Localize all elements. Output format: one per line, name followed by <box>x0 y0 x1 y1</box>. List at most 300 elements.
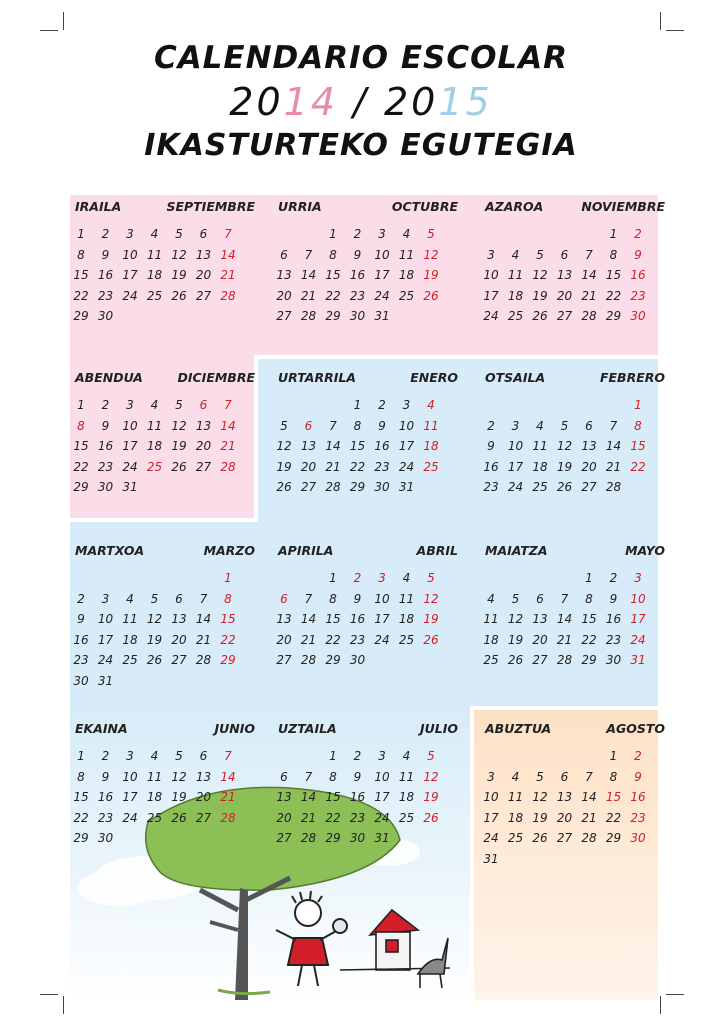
day-cell: 27 <box>171 653 187 667</box>
day-cell: 24 <box>483 831 499 845</box>
month-block <box>75 543 255 703</box>
day-cell: 13 <box>276 612 292 626</box>
day-cell: 15 <box>325 790 341 804</box>
day-cell: 28 <box>220 288 236 303</box>
day-cell: 10 <box>483 790 499 804</box>
day-cell: 28 <box>581 309 597 323</box>
day-cell: 14 <box>581 790 597 804</box>
day-cell: 8 <box>77 418 85 433</box>
month-header <box>75 199 255 215</box>
day-cell: 11 <box>398 769 415 784</box>
day-cell: 8 <box>609 247 618 262</box>
day-cell: 14 <box>300 268 317 282</box>
day-cell: 11 <box>146 418 163 433</box>
day-cell: 29 <box>581 653 597 667</box>
day-cell: 15 <box>581 612 597 626</box>
day-cell: 13 <box>195 418 212 433</box>
day-cell: 18 <box>423 439 439 453</box>
day-cell: 4 <box>427 398 435 412</box>
day-cell: 23 <box>97 288 114 303</box>
day-cell: 16 <box>349 268 366 282</box>
day-cell: 14 <box>220 418 236 433</box>
month-block <box>485 721 665 881</box>
day-cell: 18 <box>507 288 524 303</box>
day-cell: 9 <box>487 439 495 453</box>
month-name-basque: IRAILA <box>75 199 122 214</box>
day-cell: 22 <box>349 459 366 474</box>
month-header <box>75 543 255 559</box>
day-cell: 4 <box>126 591 134 606</box>
day-cell: 19 <box>556 459 573 474</box>
month-name-basque: AZAROA <box>485 199 544 214</box>
day-cell: 10 <box>630 591 646 606</box>
day-cell: 1 <box>609 227 618 241</box>
day-cell: 30 <box>97 309 114 323</box>
day-cell: 30 <box>630 831 646 845</box>
day-cell: 30 <box>97 480 114 494</box>
day-cell: 24 <box>122 810 138 825</box>
day-cell: 9 <box>634 769 642 784</box>
day-cell: 16 <box>630 268 646 282</box>
day-cell: 31 <box>374 831 390 845</box>
day-cell: 1 <box>77 749 85 763</box>
day-cell: 15 <box>630 439 646 453</box>
day-cell: 29 <box>605 309 622 323</box>
day-cell: 2 <box>609 571 618 585</box>
day-cell: 20 <box>171 632 187 647</box>
day-cell: 15 <box>349 439 366 453</box>
year-accent-2: 15 <box>438 80 493 124</box>
day-cell: 31 <box>122 480 138 494</box>
day-cell: 5 <box>175 749 183 763</box>
day-cell: 18 <box>398 612 415 626</box>
year-prefix: 20 <box>229 80 284 124</box>
day-cell: 21 <box>220 439 236 453</box>
day-cell: 27 <box>276 653 292 667</box>
day-cell: 1 <box>77 227 85 241</box>
title-years <box>0 80 722 124</box>
day-cell: 20 <box>276 288 292 303</box>
year-separator: / 20 <box>338 80 439 124</box>
day-cell: 7 <box>609 418 618 433</box>
day-cell: 26 <box>146 653 163 667</box>
crop-mark <box>660 996 661 1014</box>
day-cell: 22 <box>581 632 597 647</box>
day-cell: 27 <box>195 810 212 825</box>
day-cell: 26 <box>532 831 548 845</box>
month-name-basque: OTSAILA <box>485 370 546 385</box>
day-cell: 22 <box>73 810 89 825</box>
day-cell: 20 <box>195 439 212 453</box>
day-cell: 7 <box>224 227 232 241</box>
month-name-spanish: ABRIL <box>416 543 458 558</box>
month-header <box>278 543 458 559</box>
day-cell: 19 <box>532 288 548 303</box>
day-cell: 14 <box>220 769 236 784</box>
child-figure-icon <box>276 891 347 986</box>
month-header <box>278 721 458 737</box>
crop-mark <box>666 30 684 31</box>
day-cell: 27 <box>581 480 597 494</box>
day-cell: 29 <box>325 653 341 667</box>
year-accent-1: 14 <box>283 80 339 124</box>
day-cell: 23 <box>349 810 366 825</box>
month-name-spanish: NOVIEMBRE <box>581 199 665 214</box>
day-cell: 1 <box>77 398 85 412</box>
day-cell: 25 <box>507 309 524 323</box>
day-cell: 26 <box>507 653 524 667</box>
day-cell: 16 <box>630 790 646 804</box>
day-cell: 14 <box>325 439 341 453</box>
month-header <box>485 543 665 559</box>
day-cell: 5 <box>280 418 288 433</box>
month-header <box>485 370 665 386</box>
day-cell: 18 <box>146 439 163 453</box>
day-cell: 5 <box>511 591 520 606</box>
day-cell: 22 <box>605 810 622 825</box>
day-cell: 7 <box>304 769 313 784</box>
day-cell: 3 <box>378 571 386 585</box>
day-cell: 16 <box>349 612 366 626</box>
day-cell: 11 <box>146 247 163 262</box>
day-cell: 21 <box>581 288 597 303</box>
day-cell: 9 <box>353 591 362 606</box>
day-cell: 16 <box>605 612 622 626</box>
month-name-basque: MAIATZA <box>485 543 548 558</box>
day-cell: 2 <box>487 418 495 433</box>
day-cell: 12 <box>423 769 439 784</box>
day-cell: 26 <box>171 288 187 303</box>
day-cell: 21 <box>605 459 622 474</box>
day-cell: 5 <box>536 247 544 262</box>
day-cell: 3 <box>126 398 134 412</box>
day-cell: 24 <box>122 459 138 474</box>
day-cell: 10 <box>483 268 499 282</box>
month-block <box>278 199 458 359</box>
day-cell: 9 <box>609 591 618 606</box>
day-cell: 6 <box>560 769 569 784</box>
day-cell: 9 <box>101 769 110 784</box>
day-cell: 21 <box>220 268 236 282</box>
month-header <box>278 199 458 215</box>
month-name-spanish: ENERO <box>410 370 458 385</box>
day-cell: 25 <box>398 632 415 647</box>
day-cell: 22 <box>73 459 89 474</box>
day-cell: 27 <box>276 309 292 323</box>
day-cell: 17 <box>507 459 524 474</box>
month-name-spanish: AGOSTO <box>606 721 665 736</box>
day-cell: 4 <box>402 571 411 585</box>
day-cell: 1 <box>329 571 337 585</box>
day-cell: 3 <box>511 418 520 433</box>
crop-mark <box>63 12 64 30</box>
month-name-basque: EKAINA <box>75 721 128 736</box>
day-cell: 12 <box>532 268 548 282</box>
day-cell: 3 <box>402 398 411 412</box>
day-cell: 9 <box>353 247 362 262</box>
title-egutegia: IKASTURTEKO EGUTEGIA <box>144 128 578 163</box>
day-cell: 14 <box>220 247 236 262</box>
day-cell: 25 <box>423 459 439 474</box>
day-cell: 10 <box>97 612 114 626</box>
day-cell: 13 <box>556 790 573 804</box>
day-cell: 21 <box>220 790 236 804</box>
day-cell: 11 <box>483 612 499 626</box>
day-cell: 12 <box>276 439 292 453</box>
day-cell: 4 <box>402 227 411 241</box>
day-cell: 11 <box>532 439 548 453</box>
day-cell: 20 <box>300 459 317 474</box>
day-cell: 22 <box>630 459 646 474</box>
day-cell: 23 <box>374 459 390 474</box>
month-name-basque: MARTXOA <box>75 543 145 558</box>
day-cell: 28 <box>300 309 317 323</box>
month-header <box>485 721 665 737</box>
day-cell: 17 <box>122 790 138 804</box>
day-cell: 16 <box>374 439 390 453</box>
day-cell: 24 <box>374 288 390 303</box>
crop-mark <box>660 12 661 30</box>
day-cell: 8 <box>77 769 85 784</box>
month-name-spanish: MARZO <box>203 543 255 558</box>
month-name-basque: URRIA <box>278 199 322 214</box>
dog-icon <box>418 938 448 988</box>
day-cell: 5 <box>536 769 544 784</box>
day-cell: 3 <box>487 769 495 784</box>
day-cell: 19 <box>276 459 292 474</box>
day-cell: 1 <box>609 749 618 763</box>
day-cell: 13 <box>171 612 187 626</box>
day-cell: 8 <box>329 247 337 262</box>
day-cell: 13 <box>276 268 292 282</box>
day-cell: 7 <box>585 247 593 262</box>
day-cell: 22 <box>605 288 622 303</box>
day-cell: 20 <box>276 632 292 647</box>
day-cell: 11 <box>423 418 439 433</box>
month-header <box>485 199 665 215</box>
day-cell: 27 <box>195 288 212 303</box>
day-cell: 12 <box>171 247 187 262</box>
crop-mark <box>63 996 64 1014</box>
month-block <box>278 721 458 881</box>
day-cell: 2 <box>353 749 362 763</box>
day-cell: 30 <box>374 480 390 494</box>
day-cell: 3 <box>101 591 110 606</box>
day-cell: 10 <box>122 769 138 784</box>
day-cell: 3 <box>634 571 642 585</box>
day-cell: 31 <box>398 480 415 494</box>
day-cell: 10 <box>374 769 390 784</box>
day-cell: 9 <box>378 418 386 433</box>
day-cell: 24 <box>507 480 524 494</box>
day-cell: 18 <box>398 268 415 282</box>
day-cell: 20 <box>581 459 597 474</box>
month-block <box>278 543 458 703</box>
day-cell: 24 <box>398 459 415 474</box>
day-cell: 19 <box>423 612 439 626</box>
day-cell: 4 <box>487 591 495 606</box>
day-cell: 23 <box>630 288 646 303</box>
crop-mark <box>40 30 58 31</box>
day-cell: 7 <box>304 247 313 262</box>
day-cell: 20 <box>276 810 292 825</box>
day-cell: 5 <box>175 227 183 241</box>
day-cell: 26 <box>423 288 439 303</box>
day-cell: 2 <box>353 227 362 241</box>
day-cell: 26 <box>556 480 573 494</box>
day-cell: 12 <box>532 790 548 804</box>
day-cell: 17 <box>374 612 390 626</box>
day-cell: 7 <box>199 591 208 606</box>
day-cell: 28 <box>605 480 622 494</box>
day-cell: 25 <box>146 459 163 474</box>
day-cell: 1 <box>353 398 362 412</box>
day-cell: 21 <box>325 459 341 474</box>
day-cell: 10 <box>507 439 524 453</box>
day-cell: 16 <box>349 790 366 804</box>
month-header <box>278 370 458 386</box>
day-cell: 29 <box>605 831 622 845</box>
day-cell: 17 <box>398 439 415 453</box>
day-cell: 10 <box>122 247 138 262</box>
day-cell: 15 <box>73 790 89 804</box>
day-cell: 27 <box>556 309 573 323</box>
day-cell: 1 <box>329 749 337 763</box>
day-cell: 15 <box>605 268 622 282</box>
day-cell: 2 <box>634 227 642 241</box>
day-cell: 12 <box>171 769 187 784</box>
day-cell: 7 <box>585 769 593 784</box>
day-cell: 16 <box>73 632 89 647</box>
day-cell: 28 <box>325 480 341 494</box>
month-name-spanish: DICIEMBRE <box>177 370 255 385</box>
day-cell: 4 <box>511 247 520 262</box>
day-cell: 17 <box>122 439 138 453</box>
day-cell: 25 <box>532 480 548 494</box>
day-cell: 29 <box>73 480 89 494</box>
day-cell: 21 <box>300 632 317 647</box>
day-cell: 16 <box>483 459 499 474</box>
day-cell: 12 <box>171 418 187 433</box>
day-cell: 4 <box>511 769 520 784</box>
month-name-basque: UZTAILA <box>278 721 337 736</box>
day-cell: 1 <box>224 571 232 585</box>
day-cell: 31 <box>374 309 390 323</box>
day-cell: 10 <box>122 418 138 433</box>
day-cell: 24 <box>122 288 138 303</box>
day-cell: 15 <box>73 268 89 282</box>
day-cell: 5 <box>427 749 435 763</box>
month-block <box>278 370 458 530</box>
day-cell: 13 <box>532 612 548 626</box>
day-cell: 29 <box>349 480 366 494</box>
day-cell: 28 <box>220 810 236 825</box>
day-cell: 19 <box>171 790 187 804</box>
day-cell: 26 <box>276 480 292 494</box>
day-cell: 29 <box>73 309 89 323</box>
day-cell: 8 <box>609 769 618 784</box>
day-cell: 27 <box>300 480 317 494</box>
day-cell: 27 <box>532 653 548 667</box>
day-cell: 14 <box>300 612 317 626</box>
day-cell: 23 <box>73 653 89 667</box>
day-cell: 19 <box>507 632 524 647</box>
month-block <box>485 543 665 703</box>
day-cell: 20 <box>556 810 573 825</box>
day-cell: 13 <box>195 769 212 784</box>
day-cell: 18 <box>146 268 163 282</box>
day-cell: 30 <box>349 653 366 667</box>
day-cell: 17 <box>483 810 499 825</box>
day-cell: 17 <box>97 632 114 647</box>
day-cell: 5 <box>427 571 435 585</box>
day-cell: 31 <box>483 851 499 866</box>
day-cell: 17 <box>374 268 390 282</box>
day-cell: 25 <box>122 653 138 667</box>
month-block <box>75 199 255 359</box>
day-cell: 30 <box>605 653 622 667</box>
day-cell: 31 <box>97 673 114 688</box>
day-cell: 12 <box>423 591 439 606</box>
day-cell: 6 <box>304 418 313 433</box>
day-cell: 11 <box>146 769 163 784</box>
day-cell: 20 <box>195 268 212 282</box>
day-cell: 19 <box>171 439 187 453</box>
day-cell: 29 <box>325 309 341 323</box>
day-cell: 3 <box>126 749 134 763</box>
day-cell: 26 <box>423 632 439 647</box>
day-cell: 18 <box>122 632 138 647</box>
month-name-spanish: FEBRERO <box>599 370 665 385</box>
month-name-spanish: SEPTIEMBRE <box>166 199 255 214</box>
day-cell: 6 <box>280 769 288 784</box>
day-cell: 25 <box>146 810 163 825</box>
day-cell: 9 <box>634 247 642 262</box>
day-cell: 7 <box>224 398 232 412</box>
day-cell: 22 <box>73 288 89 303</box>
month-header <box>75 721 255 737</box>
day-cell: 13 <box>556 268 573 282</box>
day-cell: 20 <box>195 790 212 804</box>
day-cell: 15 <box>325 268 341 282</box>
day-cell: 4 <box>150 398 159 412</box>
day-cell: 31 <box>630 653 646 667</box>
day-cell: 22 <box>325 288 341 303</box>
day-cell: 21 <box>300 810 317 825</box>
day-cell: 28 <box>195 653 212 667</box>
month-block <box>485 199 665 359</box>
day-cell: 19 <box>146 632 163 647</box>
day-cell: 5 <box>150 591 159 606</box>
day-cell: 11 <box>507 790 524 804</box>
day-cell: 16 <box>97 790 114 804</box>
day-cell: 9 <box>353 769 362 784</box>
day-cell: 2 <box>101 749 110 763</box>
day-cell: 11 <box>507 268 524 282</box>
day-cell: 27 <box>556 831 573 845</box>
day-cell: 24 <box>483 309 499 323</box>
day-cell: 23 <box>349 288 366 303</box>
day-cell: 24 <box>97 653 114 667</box>
day-cell: 14 <box>605 439 622 453</box>
day-cell: 1 <box>634 398 642 412</box>
day-cell: 13 <box>276 790 292 804</box>
day-cell: 19 <box>171 268 187 282</box>
month-name-basque: APIRILA <box>278 543 334 558</box>
day-cell: 6 <box>560 247 569 262</box>
day-cell: 8 <box>585 591 593 606</box>
day-cell: 30 <box>349 309 366 323</box>
